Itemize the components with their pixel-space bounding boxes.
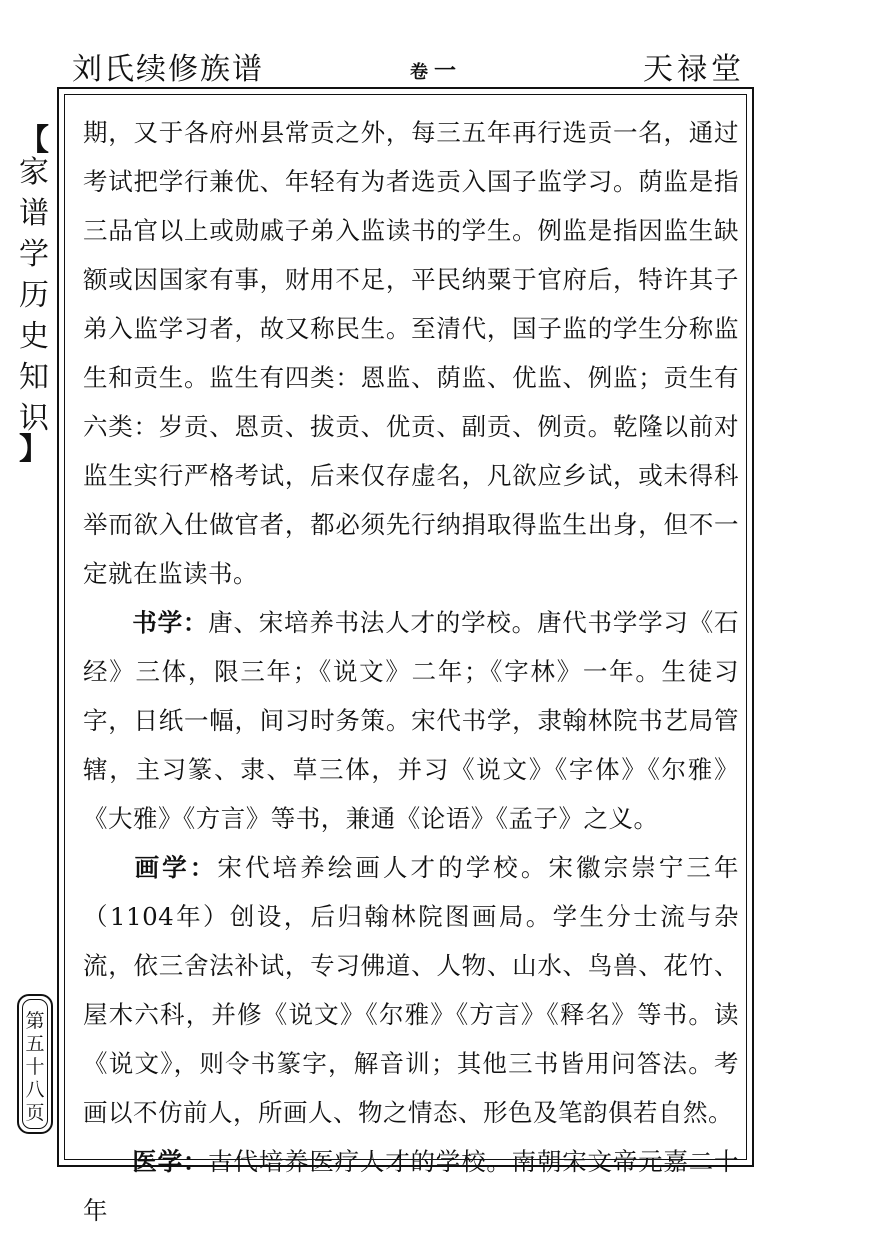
page-number-char: 页 xyxy=(25,1102,45,1124)
side-label-char: 谱 xyxy=(19,196,49,231)
paragraph-shuxue xyxy=(83,598,739,843)
side-label-char: 历 xyxy=(19,278,49,313)
side-label-char: 家 xyxy=(19,155,49,190)
paragraph-continuation xyxy=(83,108,739,598)
genealogy-title: 刘氏续修族谱 xyxy=(72,52,264,87)
side-bracket-open: 【 xyxy=(19,123,49,158)
page-number-char: 十 xyxy=(25,1056,45,1078)
volume-number: 一 xyxy=(434,58,457,84)
body-text xyxy=(83,108,739,1235)
page-number-tag xyxy=(17,994,53,1134)
paragraph-yixue xyxy=(83,1137,739,1235)
paragraph-text: 期，又于各府州县常贡之外，每三五年再行选贡一名，通过考试把学行兼优、年轻有为者选贡入国子监学习。荫监是指三品官以上或勋戚子弟入监读书的学生。例监是指因监生缺额或因国家有事，财用不足，平民纳粟于官府后，特许其子弟入监学习者，故又称民生。至清代，国子监的学生分称监生和贡生。监生有四类：恩监、荫监、优监、例监；贡生有六类：岁贡、恩贡、拔贡、优贡、副贡、例贡。乾隆以前对监生实行严格考试，后来仅存虚名，凡欲应乡试，或未得科举而欲入仕做官者，都必须先行纳捐取得监生出身，但不一定就在监读书。 xyxy=(83,118,739,588)
paragraph-text: 古代培养医疗人才的学校。南朝宋文帝元嘉二十年 xyxy=(83,1147,740,1225)
volume-label xyxy=(410,56,456,88)
hall-name: 天禄堂 xyxy=(643,52,745,87)
paragraph-heading: 画学： xyxy=(132,853,218,882)
paragraph-text: 唐、宋培养书法人才的学校。唐代书学学习《石经》三体，限三年；《说文》二年；《字林》一年。生徒习字，日纸一幅，间习时务策。宋代书学，隶翰林院书艺局管辖，主习篆、隶、草三体，并习《说文》《字体》《尔雅》《大雅》《方言》等书，兼通《论语》《孟子》之义。 xyxy=(83,608,740,833)
side-label-char: 学 xyxy=(19,237,49,272)
paragraph-heading: 医学： xyxy=(132,1147,209,1176)
paragraph-heading: 书学： xyxy=(132,608,209,637)
side-label-char: 知 xyxy=(19,360,49,395)
side-bracket-close: 】 xyxy=(19,432,49,467)
side-label-char: 识 xyxy=(19,401,49,436)
paragraph-huaxue xyxy=(83,843,739,1137)
page-number-char: 五 xyxy=(25,1033,45,1055)
page-number-char: 第 xyxy=(25,1010,45,1032)
page-number xyxy=(19,1010,51,1125)
section-side-label xyxy=(14,123,54,467)
paragraph-text: 宋代培养绘画人才的学校。宋徽宗崇宁三年（1104年）创设，后归翰林院图画局。学生分士流与杂流，依三舍法补试，专习佛道、人物、山水、鸟兽、花竹、屋木六科，并修《说文》《尔雅》《方言》《释名》等书。读《说文》，则令书篆字，解音训；其他三书皆用问答法。考画以不仿前人，所画人、物之情态、形色及笔韵俱若自然。 xyxy=(83,853,740,1127)
volume-juan-char: 卷 xyxy=(410,62,428,83)
side-label-char: 史 xyxy=(19,319,49,354)
page-number-char: 八 xyxy=(25,1079,45,1101)
